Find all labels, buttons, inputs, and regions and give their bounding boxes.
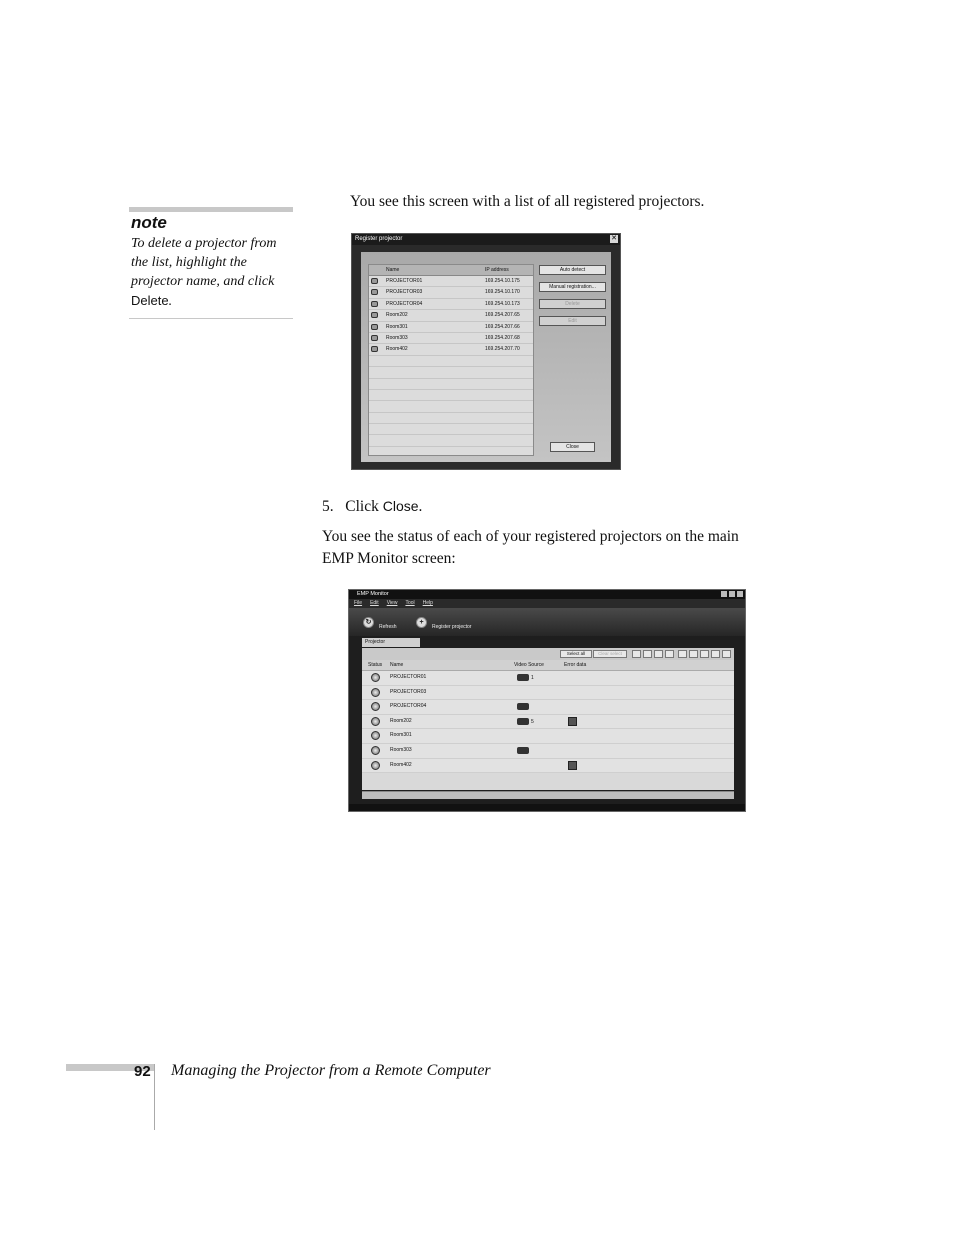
column-name[interactable]: Name: [386, 267, 400, 273]
dialog-title: Register projector ✕: [352, 234, 620, 245]
empty-row: [369, 379, 533, 390]
list-item[interactable]: [369, 322, 533, 333]
projector-name: Room303: [390, 746, 412, 753]
tool-icon-3[interactable]: [654, 650, 663, 658]
projector-ip: 169.254.10.173: [485, 300, 520, 307]
note-keyword: Delete: [131, 293, 169, 308]
projector-icon: [371, 335, 378, 341]
projector-name: Room402: [386, 346, 408, 353]
projector-name: PROJECTOR03: [390, 688, 427, 695]
menu-item-tool[interactable]: Tool: [405, 600, 415, 606]
status-icon: [371, 688, 380, 697]
register-projector-label[interactable]: Register projector: [432, 624, 472, 630]
clear-select-button[interactable]: Clear select: [593, 650, 627, 658]
table-row[interactable]: [362, 744, 734, 759]
status-icon: [371, 717, 380, 726]
projector-name: PROJECTOR01: [386, 278, 423, 284]
footer-divider: [154, 1064, 155, 1130]
register-projector-icon[interactable]: +: [416, 617, 427, 628]
column-status[interactable]: Status: [368, 662, 383, 668]
list-item[interactable]: [369, 310, 533, 321]
status-icon: [371, 731, 380, 740]
select-all-button[interactable]: Select all: [560, 650, 592, 658]
projector-name: Room301: [386, 323, 408, 330]
tool-icon-8[interactable]: [711, 650, 720, 658]
empty-row: [369, 435, 533, 446]
panel-toolbar: [362, 648, 734, 660]
empty-row: [369, 413, 533, 424]
status-icon: [371, 702, 380, 711]
dialog-body: [361, 252, 611, 462]
video-source-number: 1: [531, 675, 534, 681]
status-bar: [349, 804, 745, 811]
step-5: 5. Click Close.: [322, 498, 423, 515]
projector-ip: 169.254.207.66: [485, 323, 520, 330]
list-item[interactable]: [369, 333, 533, 344]
projector-name: PROJECTOR04: [390, 703, 427, 710]
video-source-number: 5: [531, 718, 534, 725]
status-icon: [371, 673, 380, 682]
footer-title: Managing the Projector from a Remote Computer: [171, 1062, 491, 1079]
error-icon: [568, 717, 577, 726]
column-video-source[interactable]: Video Source: [514, 662, 544, 668]
close-icon[interactable]: [737, 591, 743, 597]
error-icon: [568, 761, 577, 770]
projector-name: Room202: [390, 717, 412, 724]
menu-item-edit[interactable]: Edit: [370, 600, 379, 606]
tool-icon-1[interactable]: [632, 650, 641, 658]
table-row[interactable]: [362, 729, 734, 744]
tab-bar: [349, 636, 745, 647]
status-icon: [371, 761, 380, 770]
video-source-icon: [517, 674, 529, 681]
edit-button[interactable]: Edit: [539, 316, 606, 326]
auto-detect-button[interactable]: Auto detect: [539, 265, 606, 275]
close-button[interactable]: Close: [550, 442, 595, 452]
projector-name: PROJECTOR03: [386, 289, 423, 296]
empty-row: [369, 401, 533, 412]
menu-bar: [349, 599, 745, 608]
projector-ip: 169.254.207.70: [485, 346, 520, 353]
close-icon[interactable]: ✕: [611, 235, 617, 242]
tab-projector[interactable]: Projector: [362, 638, 420, 647]
emp-monitor-window: [348, 589, 746, 812]
manual-registration-button[interactable]: Manual registration...: [539, 282, 606, 292]
status-paragraph: You see the status of each of your registered projectors on the main EMP Monitor screen:: [322, 528, 739, 567]
projector-icon: [371, 346, 378, 352]
list-header: [369, 265, 533, 276]
projector-icon: [371, 324, 378, 330]
note-text: To delete a projector from the list, highlight the projector name, and click Delete.: [131, 236, 277, 309]
refresh-label[interactable]: Refresh: [379, 624, 397, 630]
delete-button[interactable]: Delete: [539, 299, 606, 309]
register-projector-dialog: [351, 233, 621, 470]
tool-icon-9[interactable]: [722, 650, 731, 658]
projector-name: Room303: [386, 334, 408, 341]
projector-name: Room301: [390, 732, 412, 739]
refresh-icon[interactable]: ↻: [363, 617, 374, 628]
step-5-keyword: Close: [382, 498, 419, 514]
projector-icon: [371, 278, 378, 284]
menu-item-view[interactable]: View: [386, 600, 398, 606]
projector-list[interactable]: [368, 264, 534, 456]
video-source-icon: [517, 747, 529, 754]
empty-row: [369, 367, 533, 378]
projector-icon: [371, 312, 378, 318]
tool-icon-5[interactable]: [678, 650, 687, 658]
projector-icon: [371, 289, 378, 295]
horizontal-scrollbar[interactable]: [362, 791, 734, 799]
note-bar: [129, 207, 293, 212]
projector-ip: 169.254.207.65: [485, 312, 520, 319]
table-row[interactable]: [362, 700, 734, 715]
projector-panel: [362, 648, 734, 790]
toolbar: [349, 608, 745, 636]
note-divider: [129, 318, 293, 319]
list-item[interactable]: [369, 287, 533, 298]
intro-paragraph: You see this screen with a list of all registered projectors.: [350, 193, 705, 210]
empty-row: [369, 424, 533, 435]
empty-row: [369, 356, 533, 367]
list-item[interactable]: [369, 299, 533, 310]
emp-title-bar: EMP Monitor: [349, 590, 745, 599]
column-error-data[interactable]: Error data: [564, 662, 587, 668]
table-row[interactable]: [362, 715, 734, 730]
tool-icon-6[interactable]: [689, 650, 698, 658]
table-header: [362, 660, 734, 671]
minimize-icon[interactable]: [721, 591, 727, 597]
projector-name: PROJECTOR01: [390, 674, 427, 680]
table-row[interactable]: [362, 671, 734, 686]
maximize-icon[interactable]: [729, 591, 735, 597]
projector-ip: 169.254.10.170: [485, 289, 520, 296]
projector-name: Room202: [386, 312, 408, 319]
tool-icon-7[interactable]: [700, 650, 709, 658]
page-number: 92: [134, 1063, 151, 1080]
tool-icon-4[interactable]: [665, 650, 674, 658]
projector-ip: 169.254.10.175: [485, 278, 520, 284]
menu-item-file[interactable]: File: [354, 600, 363, 606]
projector-icon: [371, 301, 378, 307]
projector-name: Room402: [390, 761, 412, 768]
column-name[interactable]: Name: [390, 662, 404, 668]
empty-row: [369, 447, 533, 456]
empty-row: [369, 390, 533, 401]
menu-item-help[interactable]: Help: [422, 600, 433, 606]
table-row[interactable]: [362, 686, 734, 701]
video-source-icon: [517, 718, 529, 725]
projector-name: PROJECTOR04: [386, 300, 423, 307]
note-title: note: [131, 213, 167, 232]
video-source-icon: [517, 703, 529, 710]
tool-icon-2[interactable]: [643, 650, 652, 658]
list-item[interactable]: [369, 276, 533, 287]
column-ip[interactable]: IP address: [485, 267, 509, 273]
status-icon: [371, 746, 380, 755]
projector-ip: 169.254.207.68: [485, 334, 520, 341]
table-row[interactable]: [362, 759, 734, 774]
list-item[interactable]: [369, 344, 533, 355]
